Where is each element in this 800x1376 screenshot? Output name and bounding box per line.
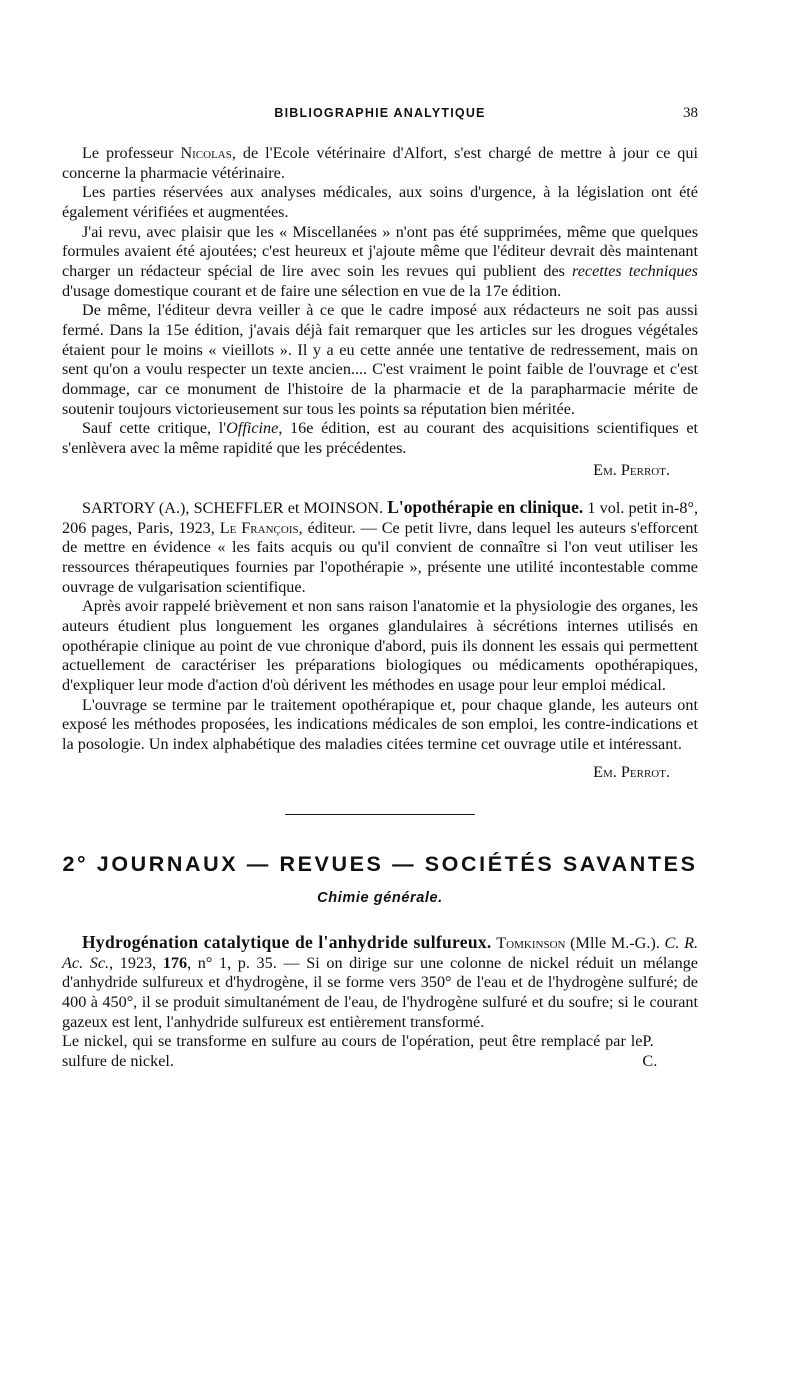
section-heading: 2° JOURNAUX — REVUES — SOCIÉTÉS SAVANTES <box>62 852 698 877</box>
entry-title: L'opothérapie en clinique. <box>387 497 584 518</box>
abstract-paragraph: Hydrogénation catalytique de l'anhydride sulfureux. Tomkinson (Mlle M.-G.). C. R. Ac. Sc., 1923, 176, n° 1, p. 35. — Si on dirige sur une colonne de nickel réduit un mélange d'anhydride sulfureux et d'hydrogène, il se forme vers 350° de l'eau et de l'hydrogène sulfuré; de 400 à 450°, il se produit simultanément de l'eau, de l'hydrogène sulfuré et du soufre; si le courant gazeux est lent, l'anhydride sulfureux est entièrement transformé. <box>62 932 699 1031</box>
subsection-heading: Chimie générale. <box>317 890 443 907</box>
section-divider <box>285 814 475 815</box>
journal-name: C. R. Ac. Sc. <box>62 934 699 972</box>
initials: P. C. <box>642 1032 658 1070</box>
review-officine <box>62 144 698 480</box>
page-number: 38 <box>683 105 698 121</box>
abstract-author: Tomkinson <box>496 934 566 952</box>
volume: 176 <box>162 953 188 972</box>
paragraph: De même, l'éditeur devra veiller à ce que le cadre imposé aux rédacteurs ne soit pas aussi fermé. Dans la 15e édition, j'avais déjà fait remarquer que les articles sur les drogues végétales étaient pour le moins « vieillots ». Il y a eu cette année une tentative de redressement, mais on sent qu'on a voulu respecter un texte ancien.... C'est vraiment le point faible de l'ouvrage et c'est dommage, car ce monument de l'histoire de la pharmacie et de la parapharmacie mérite de soutenir toujours victorieusement sur tous les points sa réputation bien méritée. <box>62 301 698 418</box>
page <box>62 104 698 1072</box>
abstract-closing-line: Le nickel, qui se transforme en sulfure au cours de l'opération, peut être remplacé par le sulfure de nickel. P. C. <box>62 1032 698 1071</box>
paragraph: J'ai revu, avec plaisir que les « Miscellanées » n'ont pas été supprimées, même que quelques formules avaient été ajoutées; c'est heureux et j'ajoute même que l'éditeur devrait dès maintenant charger un rédacteur spécial de lire avec soin les revues qui publient des recettes techniques d'usage domestique courant et de faire une sélection en vue de la 17e édition. <box>62 222 698 300</box>
paragraph: Le professeur Nicolas, de l'Ecole vétérinaire d'Alfort, s'est chargé de mettre à jour ce qui concerne la pharmacie vétérinaire. <box>62 144 698 182</box>
paragraph: Après avoir rappelé brièvement et non sans raison l'anatomie et la physiologie des organes, les auteurs étudient plus longuement les organes glandulaires à sécrétions internes utilisés en opothérapie clinique au point de vue chronique d'abord, puis ils donnent les essais qui permettent actuellement de caractériser les préparations biologiques ou médicaments opothérapiques, d'expliquer leur mode d'action d'où dérivent les méthodes en usage pour leur emploi médical. <box>62 597 698 695</box>
publisher: Le François <box>219 518 299 537</box>
paragraph: Les parties réservées aux analyses médicales, aux soins d'urgence, à la législation ont été également vérifiées et augmentées. <box>62 183 698 221</box>
running-header <box>62 104 698 126</box>
abstract-title: Hydrogénation catalytique de l'anhydride sulfureux. <box>82 932 492 952</box>
review-opotherapie <box>62 498 698 782</box>
paragraph: L'ouvrage se termine par le traitement opothérapique et, pour chaque glande, les auteurs ont exposé les méthodes proposées, les indications médicales de son emploi, les contre-indications et la posologie. Un index alphabétique des maladies citées termine cet ouvrage utile et intéressant. <box>62 695 698 754</box>
entry-heading: SARTORY (A.), SCHEFFLER et MOINSON. L'opothérapie en clinique. 1 vol. petit in-8°, 206 pages, Paris, 1923, Le François, éditeur. — Ce petit livre, dans lequel les auteurs s'efforcent de mettre en évidence « les faits acquis ou qu'il convient de connaître si l'on veut utiliser les ressources thérapeutiques fournies par l'opothérapie », présente une utilité incontestable comme ouvrage de vulgarisation scientifique. <box>62 497 699 596</box>
abstract-entry <box>62 933 698 1072</box>
running-title: BIBLIOGRAPHIE ANALYTIQUE <box>274 106 486 120</box>
paragraph: Sauf cette critique, l'Officine, 16e édition, est au courant des acquisitions scientifiques et s'enlèvera avec la même rapidité que les précédentes. <box>62 419 699 457</box>
author-name: Nicolas <box>180 144 232 162</box>
signature: Em. Perrot. <box>593 460 670 479</box>
entry-authors: SARTORY (A.), SCHEFFLER et MOINSON. <box>82 499 384 518</box>
signature: Em. Perrot. <box>593 762 670 781</box>
